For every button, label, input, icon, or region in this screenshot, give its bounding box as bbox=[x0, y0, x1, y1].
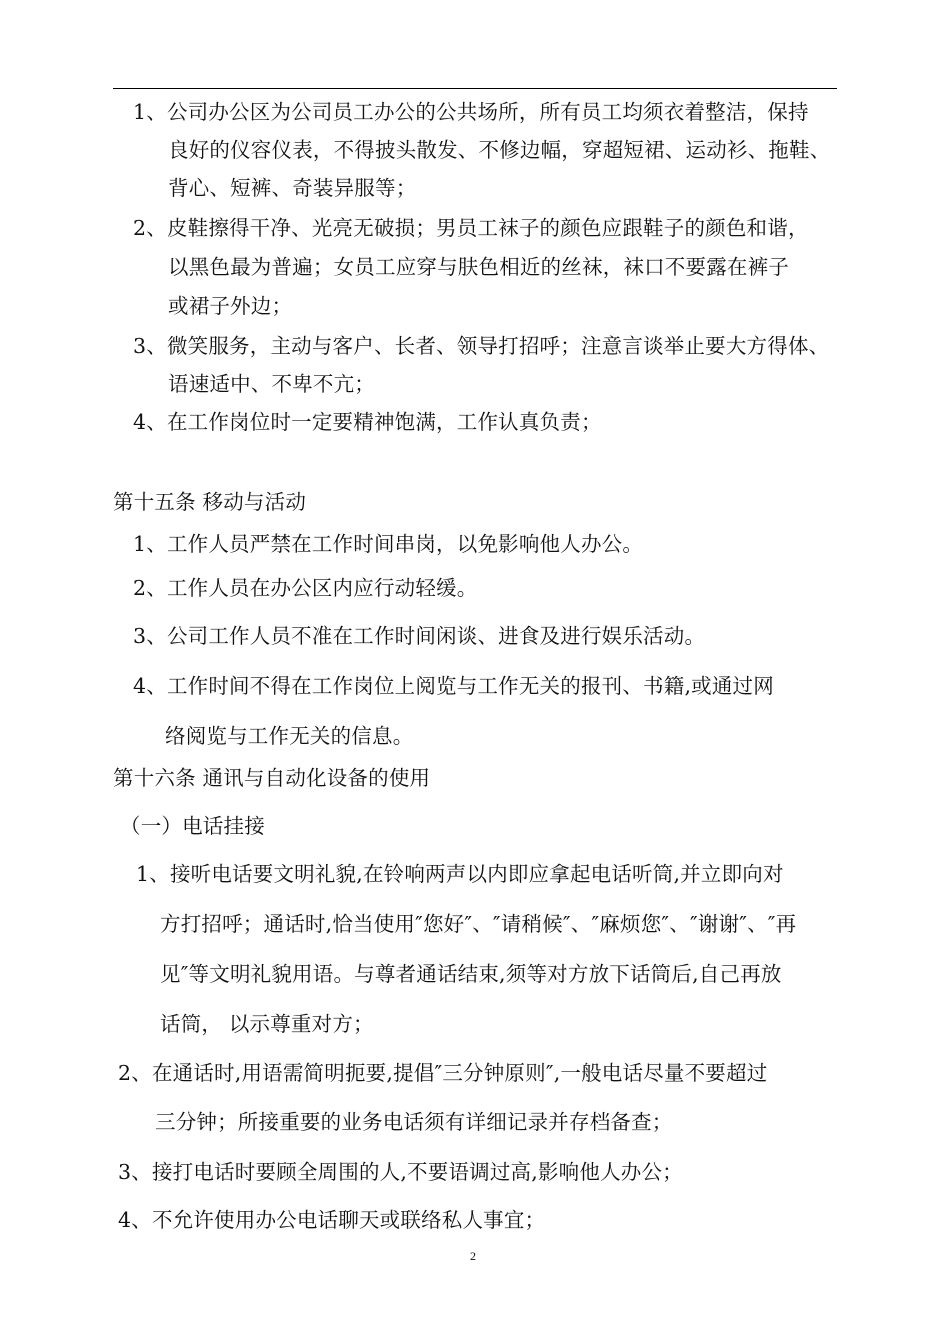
s15-item4-line1: 4、工作时间不得在工作岗位上阅览与工作无关的报刊、书籍,或通过网 bbox=[133, 674, 774, 698]
s16-item3: 3、接打电话时要顾全周围的人,不要语调过高,影响他人办公； bbox=[118, 1160, 683, 1184]
s14-item2-line2: 以黑色最为普遍；女员工应穿与肤色相近的丝袜，袜口不要露在裤子 bbox=[168, 255, 789, 279]
s14-item1-line3: 背心、短裤、奇装异服等； bbox=[168, 176, 417, 200]
s14-item1-line1: 1、公司办公区为公司员工办公的公共场所，所有员工均须衣着整洁，保持 bbox=[133, 100, 809, 124]
s14-item4-line1: 4、在工作岗位时一定要精神饱满，工作认真负责； bbox=[133, 410, 602, 434]
s16-item1-line3: 见″等文明礼貌用语。与尊者通话结束,须等对方放下话筒后,自己再放 bbox=[160, 962, 782, 986]
s15-item2: 2、工作人员在办公区内应行动轻缓。 bbox=[133, 576, 478, 600]
section16-subsection: （一）电话挂接 bbox=[120, 814, 265, 838]
section16-title: 第十六条 通讯与自动化设备的使用 bbox=[113, 766, 431, 790]
s15-item4-line2: 络阅览与工作无关的信息。 bbox=[165, 724, 414, 748]
s16-item2-line2: 三分钟；所接重要的业务电话须有详细记录并存档备查； bbox=[155, 1110, 673, 1134]
s16-item4: 4、不允许使用办公电话聊天或联络私人事宜； bbox=[118, 1208, 546, 1232]
s14-item2-line3: 或裙子外边； bbox=[168, 294, 293, 318]
section15-title: 第十五条 移动与活动 bbox=[113, 490, 307, 514]
s16-item1-line4: 话筒， 以示尊重对方； bbox=[160, 1012, 374, 1036]
page-number: 2 bbox=[470, 1249, 476, 1263]
s14-item2-line1: 2、皮鞋擦得干净、光亮无破损；男员工袜子的颜色应跟鞋子的颜色和谐， bbox=[133, 216, 809, 240]
s16-item1-line2: 方打招呼；通话时,恰当使用″您好″、″请稍候″、″麻烦您″、″谢谢″、″再 bbox=[160, 912, 797, 936]
header-rule bbox=[113, 88, 837, 89]
s15-item1: 1、工作人员严禁在工作时间串岗，以免影响他人办公。 bbox=[133, 532, 644, 556]
s16-item2-line1: 2、在通话时,用语需简明扼要,提倡″三分钟原则″,一般电话尽量不要超过 bbox=[118, 1061, 768, 1085]
s14-item3-line2: 语速适中、不卑不亢； bbox=[168, 372, 375, 396]
s15-item3: 3、公司工作人员不准在工作时间闲谈、进食及进行娱乐活动。 bbox=[133, 624, 706, 648]
s14-item3-line1: 3、微笑服务，主动与客户、长者、领导打招呼；注意言谈举止要大方得体、 bbox=[133, 334, 830, 358]
s14-item1-line2: 良好的仪容仪表，不得披头散发、不修边幅，穿超短裙、运动衫、拖鞋、 bbox=[168, 138, 831, 162]
s16-item1-line1: 1、接听电话要文明礼貌,在铃响两声以内即应拿起电话听筒,并立即向对 bbox=[136, 862, 784, 886]
